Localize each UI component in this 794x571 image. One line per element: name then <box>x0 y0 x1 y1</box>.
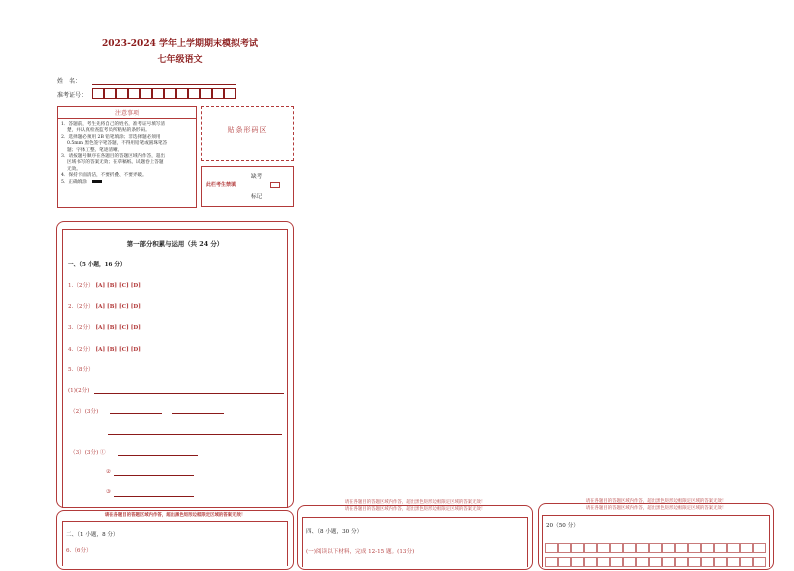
notes-box <box>57 106 197 208</box>
id-box[interactable] <box>212 88 224 99</box>
id-box[interactable] <box>140 88 152 99</box>
answer-line[interactable] <box>114 475 194 476</box>
note-line: 题；字体工整、笔迹清晰。 <box>67 147 123 153</box>
absent-top: 缺考 <box>251 174 263 180</box>
essay-label: 20（50 分） <box>546 523 579 529</box>
absent-label: 此栏考生禁填 <box>206 182 237 188</box>
answer-line[interactable] <box>110 413 162 414</box>
id-box[interactable] <box>164 88 176 99</box>
part2-box <box>62 521 288 566</box>
id-box[interactable] <box>152 88 164 99</box>
answer-line[interactable] <box>114 496 194 497</box>
id-box[interactable] <box>116 88 128 99</box>
id-label: 准考证号： <box>57 92 88 99</box>
choice-row[interactable]: 1.（2分） [A] [B] [C] [D] <box>68 283 141 289</box>
answer-line[interactable] <box>108 434 282 435</box>
notes-title: 注意事项 <box>58 107 196 119</box>
question-5: 5.（8分） <box>68 367 94 373</box>
mark-3: ③ <box>106 489 112 495</box>
choice-row[interactable]: 2.（2分） [A] [B] [C] [D] <box>68 304 141 310</box>
absent-box <box>201 166 294 207</box>
note-line: 无效。 <box>67 166 81 172</box>
absent-checkbox[interactable] <box>270 182 280 188</box>
id-box[interactable] <box>200 88 212 99</box>
mark-2: ② <box>106 469 112 475</box>
question-5-2: （2）(3分) <box>70 409 99 415</box>
id-box[interactable] <box>104 88 116 99</box>
note-line: 3．请按题号顺序在各题目的答题区域内作答，超出 <box>61 154 165 160</box>
note-line: 1．答题前，考生先将自己的姓名，准考证号填写清 <box>61 122 165 127</box>
section-two: 二、（1 小题，8 分） <box>66 532 119 538</box>
note-line: 5．正确填涂 <box>61 180 193 186</box>
warning-text: 请在各题目的答题区域内作答，超出黑色矩形边框限定区域的答案无效！ <box>344 500 486 505</box>
question-6: 6.（6分） <box>66 548 92 554</box>
absent-bottom: 标记 <box>251 194 263 200</box>
essay-grid-row[interactable] <box>545 538 766 548</box>
choice-row[interactable]: 3.（2分） [A] [B] [C] [D] <box>68 325 141 331</box>
answer-line[interactable] <box>172 413 224 414</box>
warning-text: 请在各题目的答题区域内作答，超出黑色矩形边框限定区域的答案无效！ <box>104 513 246 518</box>
note-line: 0.5mm 黑色签字笔答题，不得用铅笔或圆珠笔答 <box>67 141 168 147</box>
warning-text: 请在各题目的答题区域内作答，超出黑色矩形边框限定区域的答案无效！ <box>585 506 727 511</box>
id-box[interactable] <box>128 88 140 99</box>
part1-box <box>62 229 288 508</box>
barcode-label: 贴条形码区 <box>227 126 268 134</box>
warning-text: 请在各题目的答题区域内作答，超出黑色矩形边框限定区域的答案无效！ <box>344 507 486 512</box>
warning-text: 请在各题目的答题区域内作答，超出黑色矩形边框限定区域的答案无效！ <box>585 499 727 504</box>
name-field[interactable] <box>92 84 236 85</box>
note-line: 区域书写的答案无效；在草稿纸、试题卷上答题 <box>67 160 164 166</box>
exam-subtitle: 七年级语文 <box>157 55 203 65</box>
essay-grid-row[interactable] <box>545 552 766 562</box>
choice-row[interactable]: 4.（2分） [A] [B] [C] [D] <box>68 347 141 353</box>
note-line: 2．选择题必须用 2B 铅笔填涂；非选择题必须用 <box>61 134 161 140</box>
id-box[interactable] <box>188 88 200 99</box>
reading-material: (一)阅读以下材料，完成 12-15 题。(13分) <box>306 549 415 555</box>
name-label: 姓 名： <box>57 78 82 85</box>
question-5-3: （3）(3分) ① <box>70 450 106 456</box>
part4-box <box>302 517 528 567</box>
answer-line[interactable] <box>94 393 284 394</box>
answer-line[interactable] <box>118 455 198 456</box>
id-box[interactable] <box>224 88 236 99</box>
section-four: 四、（8 小题，30 分） <box>306 529 363 535</box>
exam-title: 2023-2024 学年上学期期末模拟考试 <box>102 39 258 49</box>
barcode-area <box>201 106 294 161</box>
id-box[interactable] <box>92 88 104 99</box>
section-one: 一、（5 小题，16 分） <box>68 262 126 268</box>
note-line: 楚，并认真检查监考员所粘贴的条形码。 <box>67 128 150 134</box>
id-box[interactable] <box>176 88 188 99</box>
id-boxes[interactable] <box>92 88 236 99</box>
part1-title: 第一部分积累与运用（共 24 分） <box>126 240 224 248</box>
question-5-1: (1)(2分) <box>68 388 90 394</box>
filled-mark-icon <box>92 180 102 183</box>
note-line: 4．保持卡面清洁，不要折叠、不要弄破。 <box>61 173 147 179</box>
